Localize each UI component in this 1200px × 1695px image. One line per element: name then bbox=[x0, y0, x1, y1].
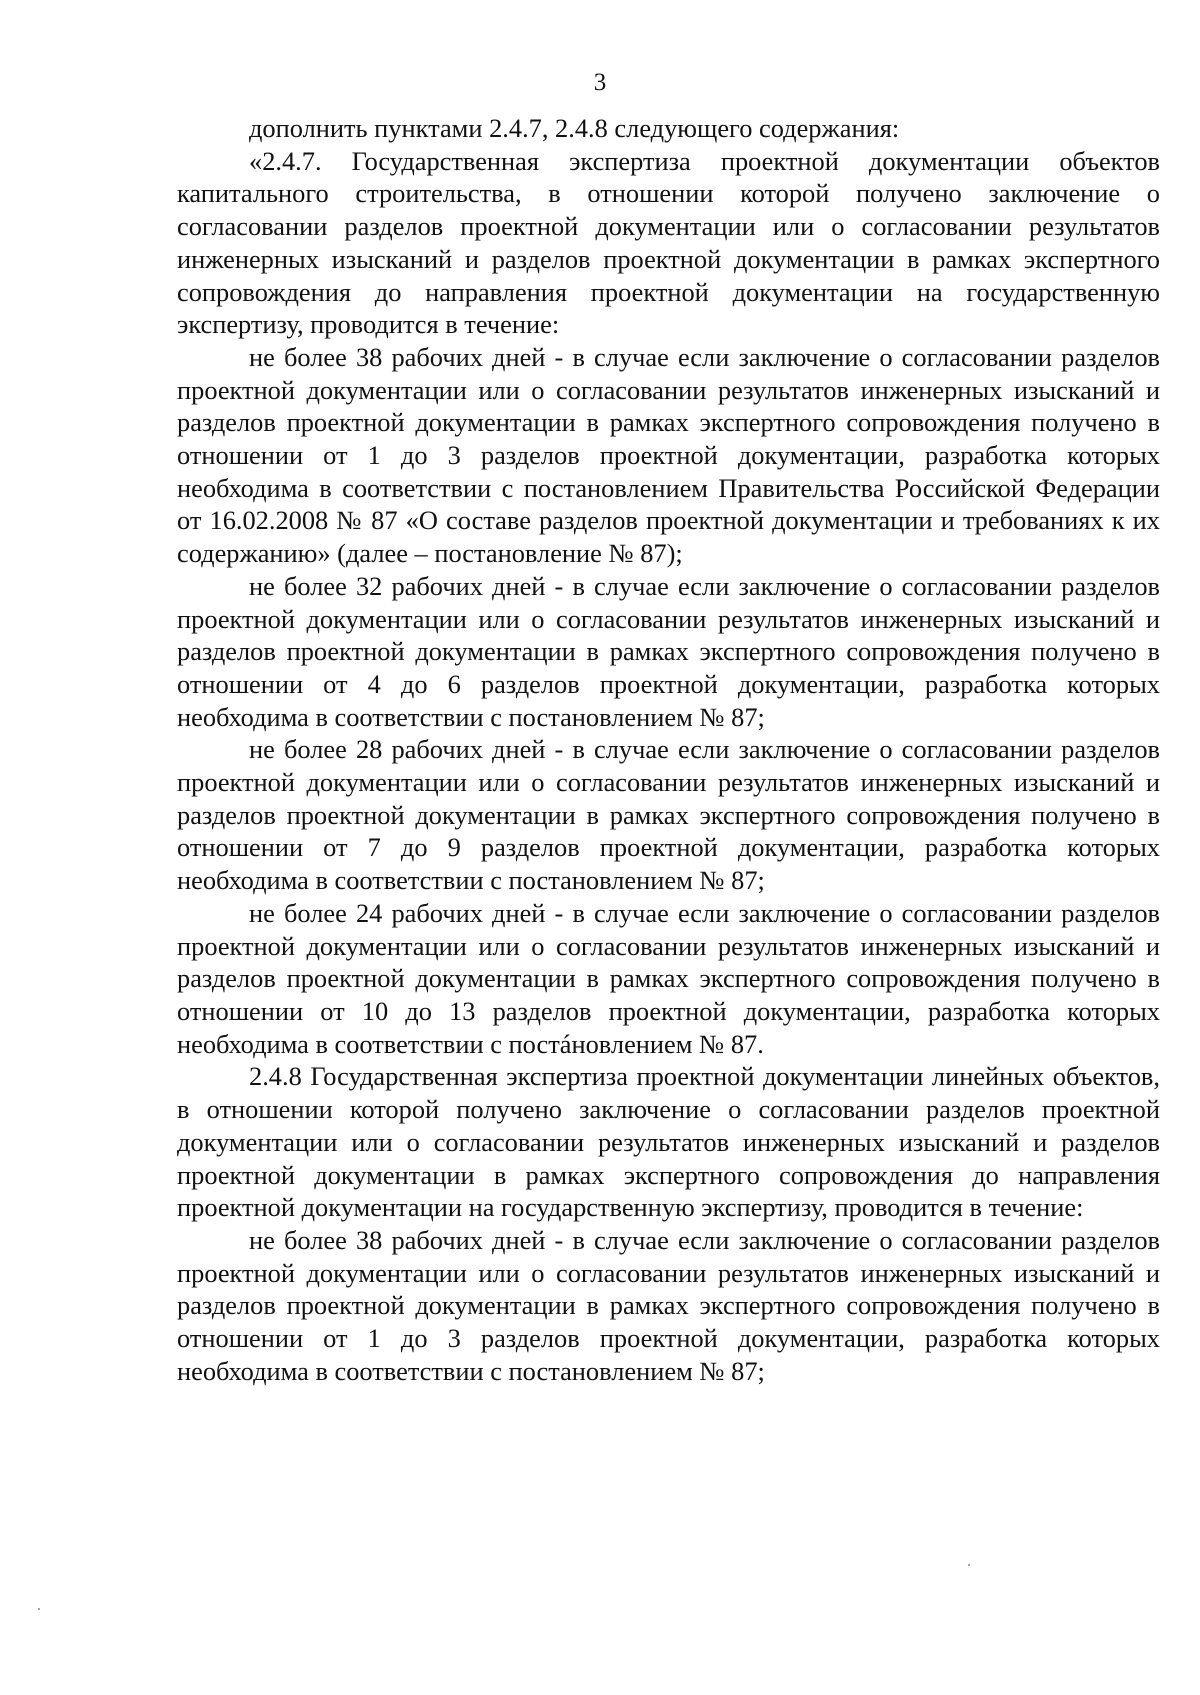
scan-artifact bbox=[968, 1564, 970, 1566]
paragraph-2-4-7-term-38-days: не более 38 рабочих дней - в случае если заключение о согласовании разделов проектной документации или о согласовании результатов инженерных изысканий и разделов проектной документации в рамках экспертного сопровождения получено в отношении от 1 до 3 разделов проектной документации, разработка которых необходима в соответствии с постановлением Правительства Российской Федерации от 16.02.2008 № 87 «О составе разделов проектной документации и требованиях к их содержанию» (далее – постановление № 87); bbox=[177, 341, 1160, 569]
paragraph-intro: дополнить пунктами 2.4.7, 2.4.8 следующего содержания: bbox=[249, 113, 900, 143]
page-number: 3 bbox=[593, 69, 607, 96]
scan-artifact bbox=[38, 1608, 40, 1610]
paragraph-2-4-8: 2.4.8 Государственная экспертиза проектной документации линейных объектов, в отношении которой получено заключение о согласовании разделов проектной документации или о согласовании результатов инженерных изысканий и разделов проектной документации в рамках экспертного сопровождения до направления проектной документации на государственную экспертизу, проводится в течение: bbox=[177, 1061, 1160, 1223]
paragraph-2-4-7: «2.4.7. Государственная экспертиза проектной документации объектов капитального строительства, в отношении которой получено заключение о согласовании разделов проектной документации или о согласовании результатов инженерных изысканий и разделов проектной документации в рамках экспертного сопровождения до направления проектной документации на государственную экспертизу, проводится в течение: bbox=[177, 145, 1160, 340]
document-body bbox=[177, 112, 1160, 1387]
paragraph-2-4-7-term-32-days: не более 32 рабочих дней - в случае если заключение о согласовании разделов проектной документации или о согласовании результатов инженерных изысканий и разделов проектной документации в рамках экспертного сопровождения получено в отношении от 4 до 6 разделов проектной документации, разработка которых необходима в соответствии с постановлением № 87; bbox=[177, 570, 1160, 732]
paragraph-2-4-8-term-38-days: не более 38 рабочих дней - в случае если заключение о согласовании разделов проектной документации или о согласовании результатов инженерных изысканий и разделов проектной документации в рамках экспертного сопровождения получено в отношении от 1 до 3 разделов проектной документации, разработка которых необходима в соответствии с постановлением № 87; bbox=[177, 1224, 1160, 1386]
paragraph-2-4-7-term-28-days: не более 28 рабочих дней - в случае если заключение о согласовании разделов проектной документации или о согласовании результатов инженерных изысканий и разделов проектной документации в рамках экспертного сопровождения получено в отношении от 7 до 9 разделов проектной документации, разработка которых необходима в соответствии с постановлением № 87; bbox=[177, 734, 1160, 896]
paragraph-2-4-7-term-24-days: не более 24 рабочих дней - в случае если заключение о согласовании разделов проектной документации или о согласовании результатов инженерных изысканий и разделов проектной документации в рамках экспертного сопровождения получено в отношении от 10 до 13 разделов проектной документации, разработка которых необходима в соответствии с постáновлением № 87. bbox=[177, 897, 1160, 1059]
